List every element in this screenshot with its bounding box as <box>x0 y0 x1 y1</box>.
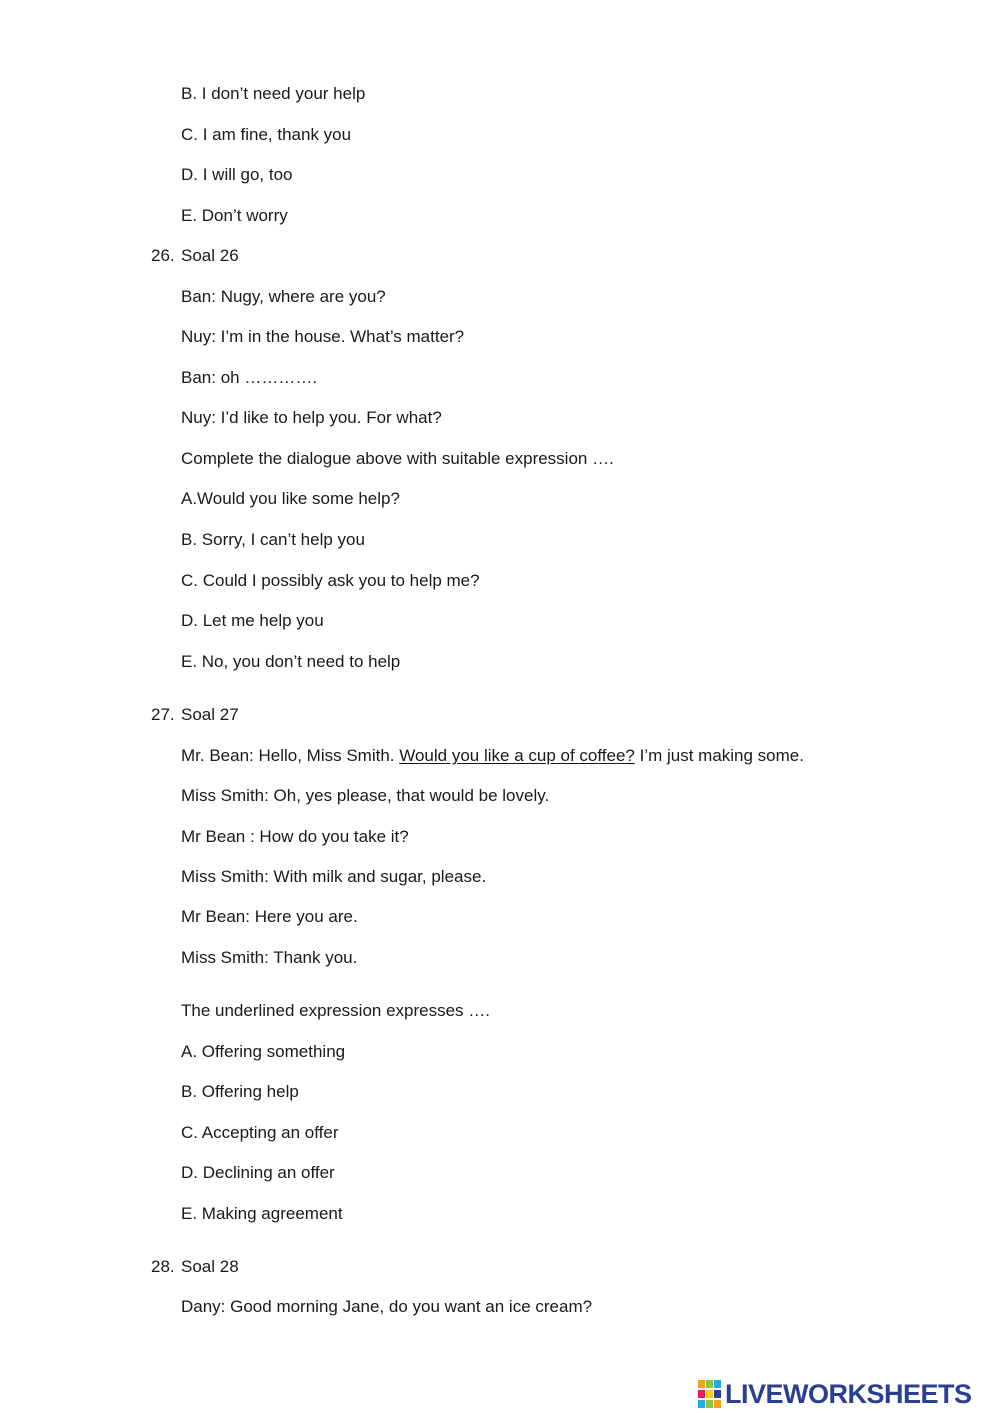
q27-title: Soal 27 <box>181 705 239 724</box>
q27-prompt: The underlined expression expresses …. <box>181 1001 490 1020</box>
q28-heading <box>151 1257 239 1277</box>
q28-dialogue-line: Dany: Good morning Jane, do you want an ice cream? <box>181 1297 593 1316</box>
q27-option-c: C. Accepting an offer <box>181 1123 339 1142</box>
q26-dialogue-line: Ban: oh …………. <box>181 368 318 387</box>
q27-dialogue-line: Mr Bean: Here you are. <box>181 907 358 926</box>
liveworksheets-wordmark: LIVEWORKSHEETS <box>725 1379 972 1409</box>
q27-heading <box>151 705 239 725</box>
q26-dialogue-line: Nuy: I’m in the house. What’s matter? <box>181 327 465 346</box>
q27-line1-suffix: I’m just making some. <box>634 746 804 765</box>
q26-dialogue-line: Nuy: I’d like to help you. For what? <box>181 408 442 427</box>
q27-option-b: B. Offering help <box>181 1082 299 1101</box>
q26-number: 26. <box>151 246 175 265</box>
q27-dialogue-line: Miss Smith: Oh, yes please, that would be lovely. <box>181 786 550 805</box>
q26-option-d: D. Let me help you <box>181 611 324 630</box>
q26-option-e: E. No, you don’t need to help <box>181 652 401 671</box>
q27-dialogue-line: Miss Smith: Thank you. <box>181 948 358 967</box>
q26-option-a: A.Would you like some help? <box>181 489 400 508</box>
q26-option-c: C. Could I possibly ask you to help me? <box>181 571 480 590</box>
q28-title: Soal 28 <box>181 1257 239 1276</box>
q25-option-d: D. I will go, too <box>181 165 293 184</box>
q27-number: 27. <box>151 705 175 724</box>
q27-option-e: E. Making agreement <box>181 1204 343 1223</box>
q26-title: Soal 26 <box>181 246 239 265</box>
q27-underlined-expression: Would you like a cup of coffee? <box>399 746 635 765</box>
q25-option-b: B. I don’t need your help <box>181 84 366 103</box>
q27-line1-prefix: Mr. Bean: Hello, Miss Smith. <box>181 746 400 765</box>
q25-option-e: E. Don’t worry <box>181 206 288 225</box>
q25-option-c: C. I am fine, thank you <box>181 125 352 144</box>
q27-dialogue-line-1 <box>181 746 804 766</box>
q27-option-a: A. Offering something <box>181 1042 346 1061</box>
q26-heading <box>151 246 239 266</box>
q27-dialogue-line: Miss Smith: With milk and sugar, please. <box>181 867 487 886</box>
q26-dialogue-line: Ban: Nugy, where are you? <box>181 287 386 306</box>
liveworksheets-logo <box>698 1378 972 1410</box>
liveworksheets-logo-icon <box>698 1380 722 1408</box>
q27-option-d: D. Declining an offer <box>181 1163 335 1182</box>
q26-option-b: B. Sorry, I can’t help you <box>181 530 365 549</box>
q28-number: 28. <box>151 1257 175 1276</box>
q27-dialogue-line: Mr Bean : How do you take it? <box>181 827 409 846</box>
q26-prompt: Complete the dialogue above with suitable expression …. <box>181 449 614 468</box>
